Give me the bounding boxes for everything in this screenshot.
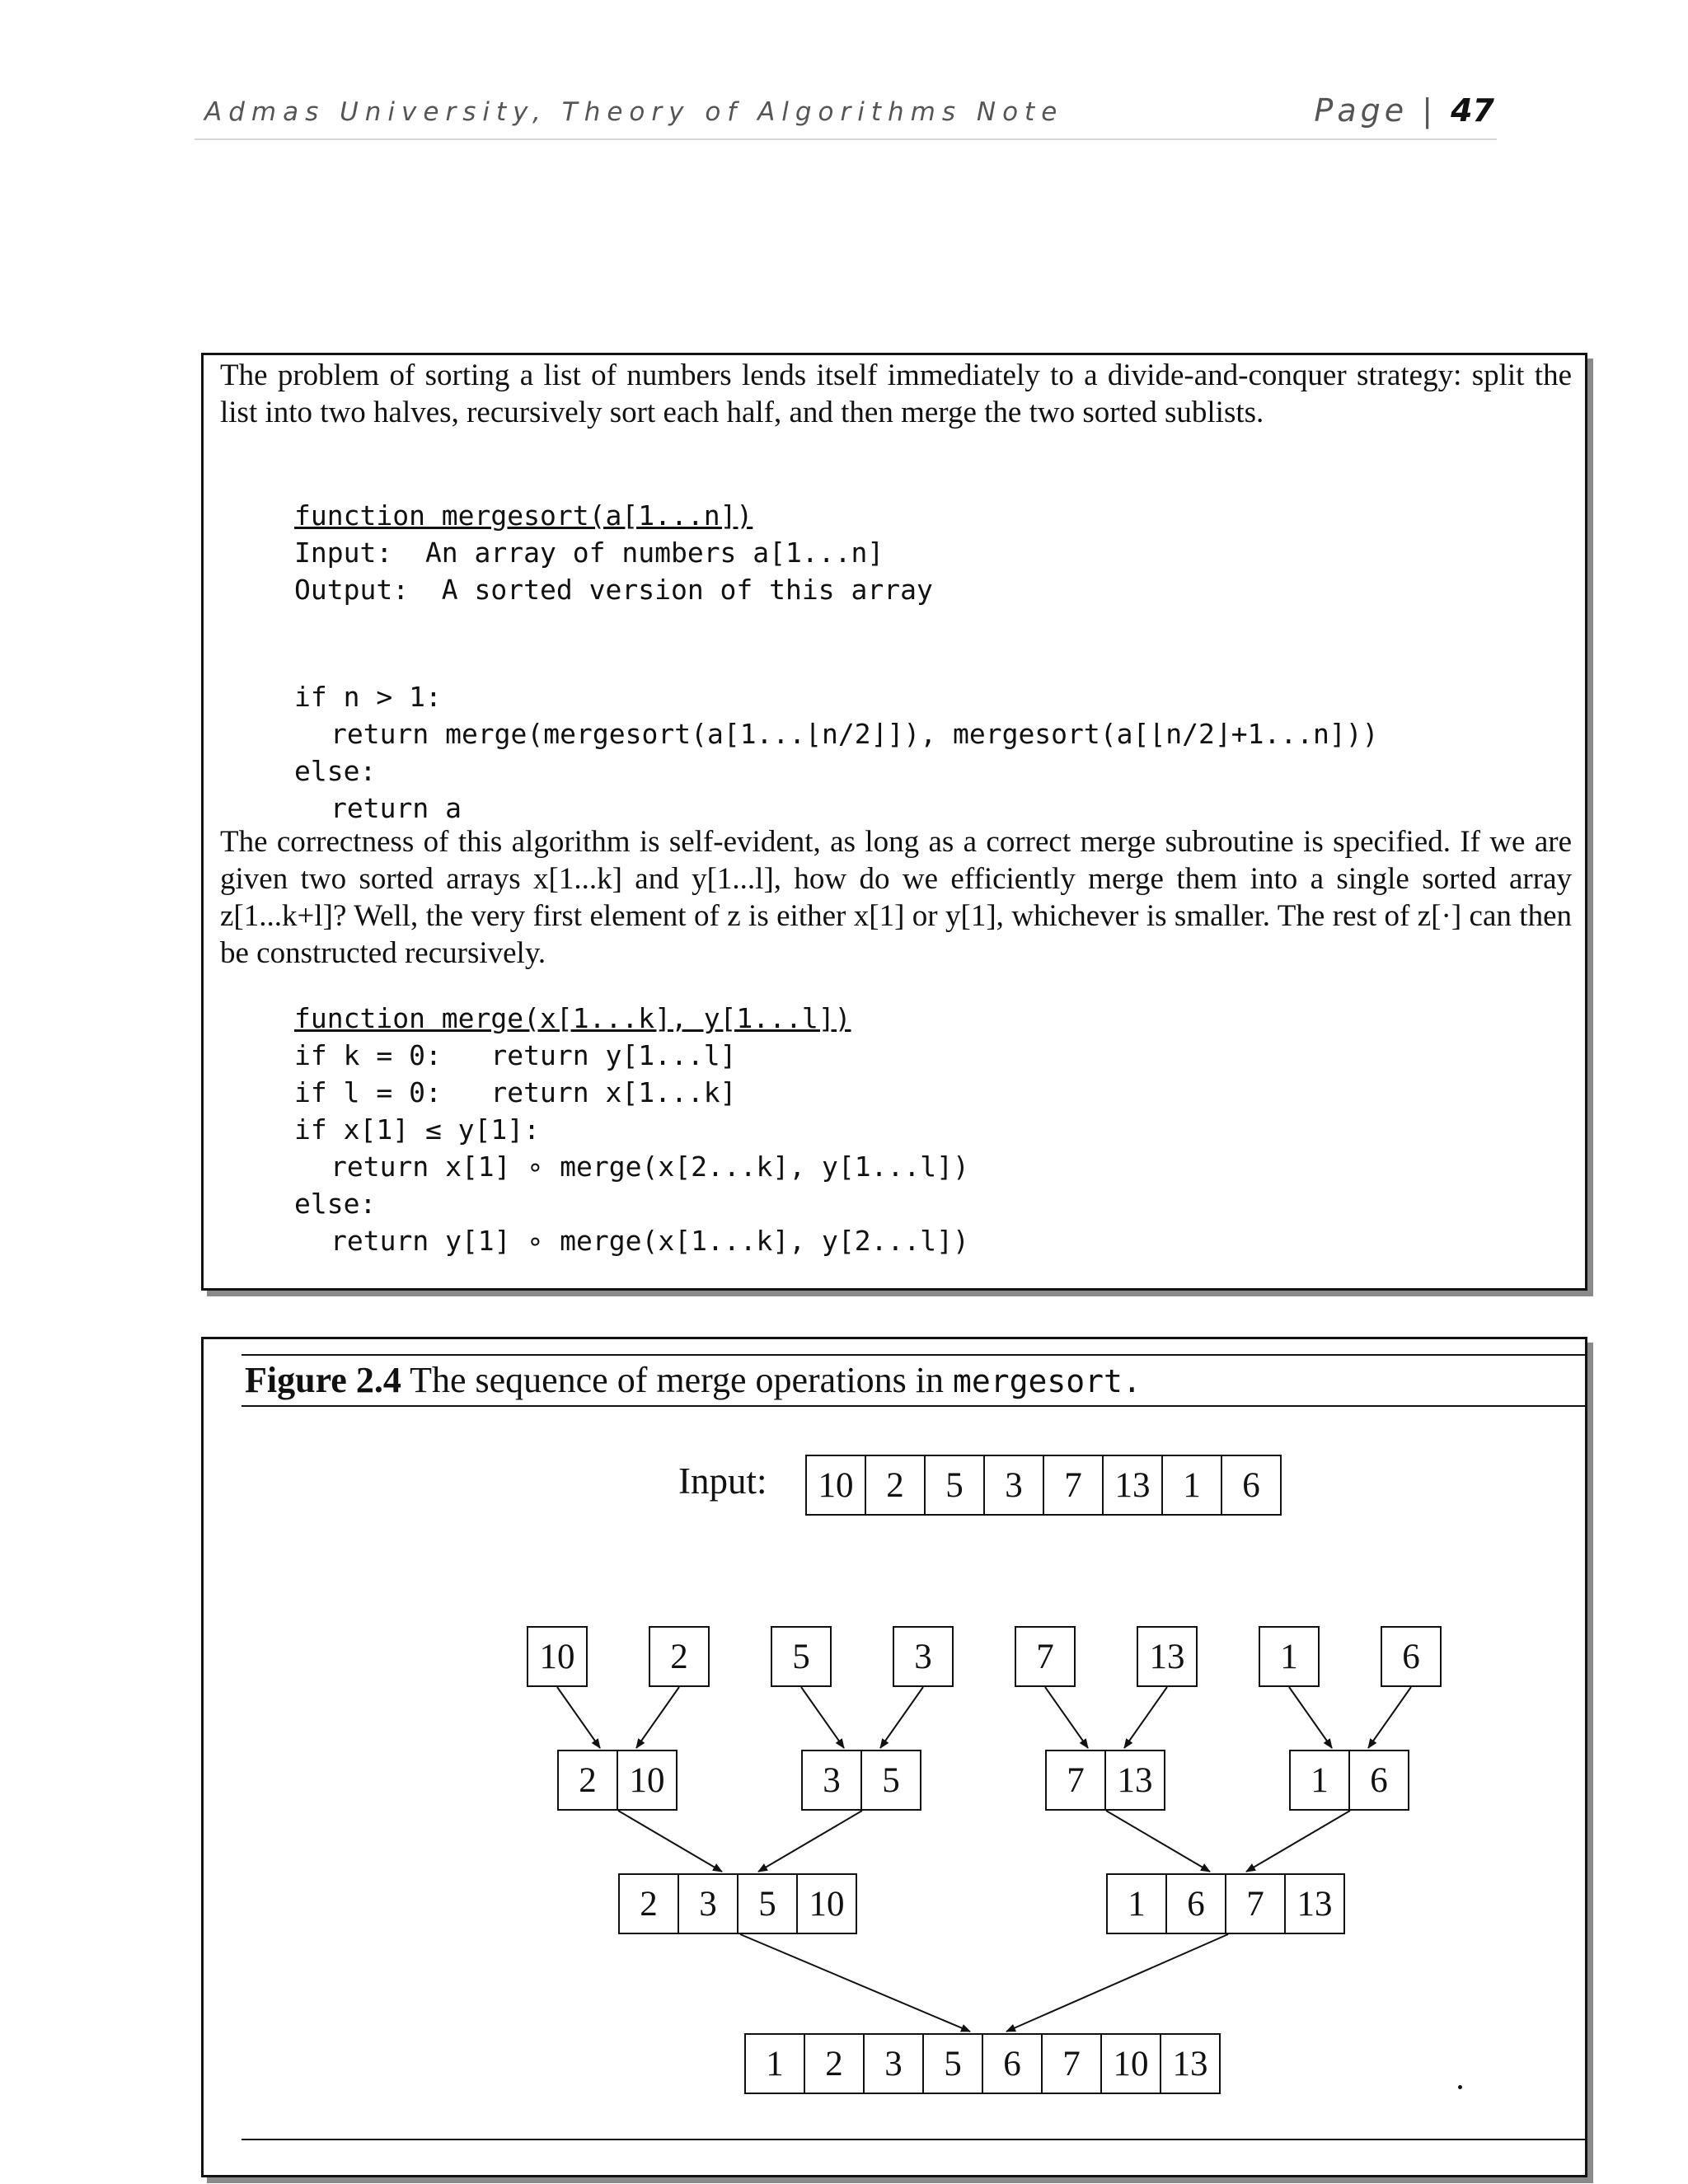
mergesort-else-line: else:: [294, 755, 377, 787]
result-cell: 2: [804, 2033, 865, 2094]
level2-cell: 5: [860, 1750, 921, 1811]
leaf-cell: 1: [1259, 1626, 1320, 1687]
input-array: [805, 1455, 1282, 1516]
stray-dot: [1458, 2085, 1462, 2089]
level2-cell: 3: [801, 1750, 862, 1811]
page-prefix: Page |: [1314, 92, 1437, 129]
leaf-cell: 7: [1015, 1626, 1076, 1687]
mergesort-text-box: [201, 353, 1587, 1291]
merge-signature: function merge(x[1...k], y[1...l]): [294, 1002, 851, 1034]
leaf-node: [893, 1626, 954, 1687]
merge-level2-node: [801, 1750, 921, 1811]
mergesort-output-line: Output: A sorted version of this array: [294, 574, 933, 606]
input-label: Input:: [678, 1460, 767, 1502]
figure-caption-text: The sequence of merge operations in: [410, 1360, 945, 1400]
merge-line-4: return x[1] ∘ merge(x[2...k], y[1...l]): [331, 1151, 969, 1183]
result-cell: 6: [982, 2033, 1043, 2094]
mergesort-signature: function mergesort(a[1...n]): [294, 499, 753, 532]
leaf-cell: 13: [1137, 1626, 1198, 1687]
input-cell: 10: [805, 1455, 866, 1516]
merge-pseudocode: [294, 1000, 1547, 1259]
merge-arrow: [1289, 1687, 1332, 1748]
merge-arrow: [758, 1811, 862, 1872]
leaf-cell: 6: [1381, 1626, 1442, 1687]
leaf-node: [1137, 1626, 1198, 1687]
result-cell: 1: [744, 2033, 805, 2094]
level2-cell: 6: [1348, 1750, 1409, 1811]
merge-arrow: [1045, 1687, 1088, 1748]
intro-paragraph: The problem of sorting a list of numbers lends itself immediately to a divide-and-conquer strategy: split the list into two halves, recursively sort each half, and then merge the two sorted sublists.: [220, 359, 1572, 429]
merge-line-2: if l = 0: return x[1...k]: [294, 1076, 737, 1108]
merge-line-6: return y[1] ∘ merge(x[1...k], y[2...l]): [331, 1225, 969, 1257]
leaf-cell: 2: [649, 1626, 710, 1687]
input-cell: 13: [1102, 1455, 1163, 1516]
mergesort-input-line: Input: An array of numbers a[1...n]: [294, 537, 884, 569]
level3-cell: 7: [1225, 1873, 1286, 1934]
figure-caption-code: mergesort.: [953, 1363, 1142, 1399]
mergesort-return-a: return a: [331, 792, 462, 824]
merge-level2-node: [1045, 1750, 1165, 1811]
merge-arrow: [1106, 1811, 1210, 1872]
level2-cell: 13: [1104, 1750, 1165, 1811]
mergesort-return-merge: return merge(mergesort(a[1...⌊n/2⌋]), mergesort(a[⌊n/2⌋+1...n])): [331, 718, 1379, 750]
result-cell: 10: [1100, 2033, 1161, 2094]
leaf-node: [649, 1626, 710, 1687]
input-cell: 2: [865, 1455, 926, 1516]
merge-arrow: [1124, 1687, 1167, 1748]
merge-arrow: [880, 1687, 923, 1748]
mergesort-if-line: if n > 1:: [294, 681, 442, 713]
leaf-node: [1381, 1626, 1442, 1687]
merge-line-3: if x[1] ≤ y[1]:: [294, 1113, 541, 1146]
mergesort-body: [294, 678, 1547, 827]
merge-arrow: [1368, 1687, 1411, 1748]
leaf-cell: 3: [893, 1626, 954, 1687]
level2-cell: 1: [1289, 1750, 1350, 1811]
input-cell: 1: [1161, 1455, 1222, 1516]
leaf-node: [1015, 1626, 1076, 1687]
level3-cell: 5: [737, 1873, 798, 1934]
merge-line-5: else:: [294, 1188, 377, 1220]
result-cell: 3: [863, 2033, 924, 2094]
level2-cell: 2: [557, 1750, 618, 1811]
merge-level3-node: [1106, 1873, 1345, 1934]
level3-cell: 10: [796, 1873, 857, 1934]
level3-cell: 3: [678, 1873, 738, 1934]
figure-caption-number: Figure 2.4: [245, 1360, 401, 1400]
level3-cell: 2: [618, 1873, 679, 1934]
merge-arrow: [557, 1687, 600, 1748]
merge-line-1: if k = 0: return y[1...l]: [294, 1039, 737, 1071]
input-cell: 6: [1221, 1455, 1282, 1516]
merge-level2-node: [557, 1750, 678, 1811]
sorted-output-array: [744, 2033, 1221, 2094]
merge-arrow: [1006, 1934, 1228, 2032]
page-number: 47: [1451, 92, 1494, 129]
level3-cell: 13: [1284, 1873, 1345, 1934]
result-cell: 13: [1160, 2033, 1221, 2094]
merge-arrow: [1246, 1811, 1350, 1872]
level3-cell: 1: [1106, 1873, 1167, 1934]
merge-arrow: [636, 1687, 679, 1748]
merge-level3-node: [618, 1873, 857, 1934]
leaf-node: [771, 1626, 832, 1687]
level2-cell: 7: [1045, 1750, 1106, 1811]
header-title: Admas University, Theory of Algorithms Note: [204, 97, 1064, 127]
merge-arrow: [740, 1934, 970, 2032]
mergesort-pseudocode: [294, 497, 1547, 608]
input-cell: 5: [924, 1455, 985, 1516]
level3-cell: 6: [1165, 1873, 1226, 1934]
result-cell: 5: [922, 2033, 983, 2094]
merge-arrow: [801, 1687, 844, 1748]
leaf-cell: 5: [771, 1626, 832, 1687]
input-cell: 7: [1043, 1455, 1104, 1516]
page-number-label: [1314, 92, 1494, 129]
result-cell: 7: [1041, 2033, 1102, 2094]
header-rule: [195, 138, 1497, 140]
merge-arrow: [618, 1811, 722, 1872]
leaf-node: [527, 1626, 588, 1687]
correctness-paragraph: The correctness of this algorithm is self-evident, as long as a correct merge subroutine is specified. If we are given two sorted arrays x[1...k] and y[1...l], how do we efficiently merge them into a single sorted array z[1...k+l]? Well, the very first element of z is either x[1] or y[1], whichever is smaller. The rest of z[·] can then be constructed recursively.: [220, 825, 1572, 970]
figure-box: [201, 1337, 1587, 2177]
leaf-node: [1259, 1626, 1320, 1687]
level2-cell: 10: [617, 1750, 678, 1811]
leaf-cell: 10: [527, 1626, 588, 1687]
input-cell: 3: [983, 1455, 1044, 1516]
merge-level2-node: [1289, 1750, 1409, 1811]
